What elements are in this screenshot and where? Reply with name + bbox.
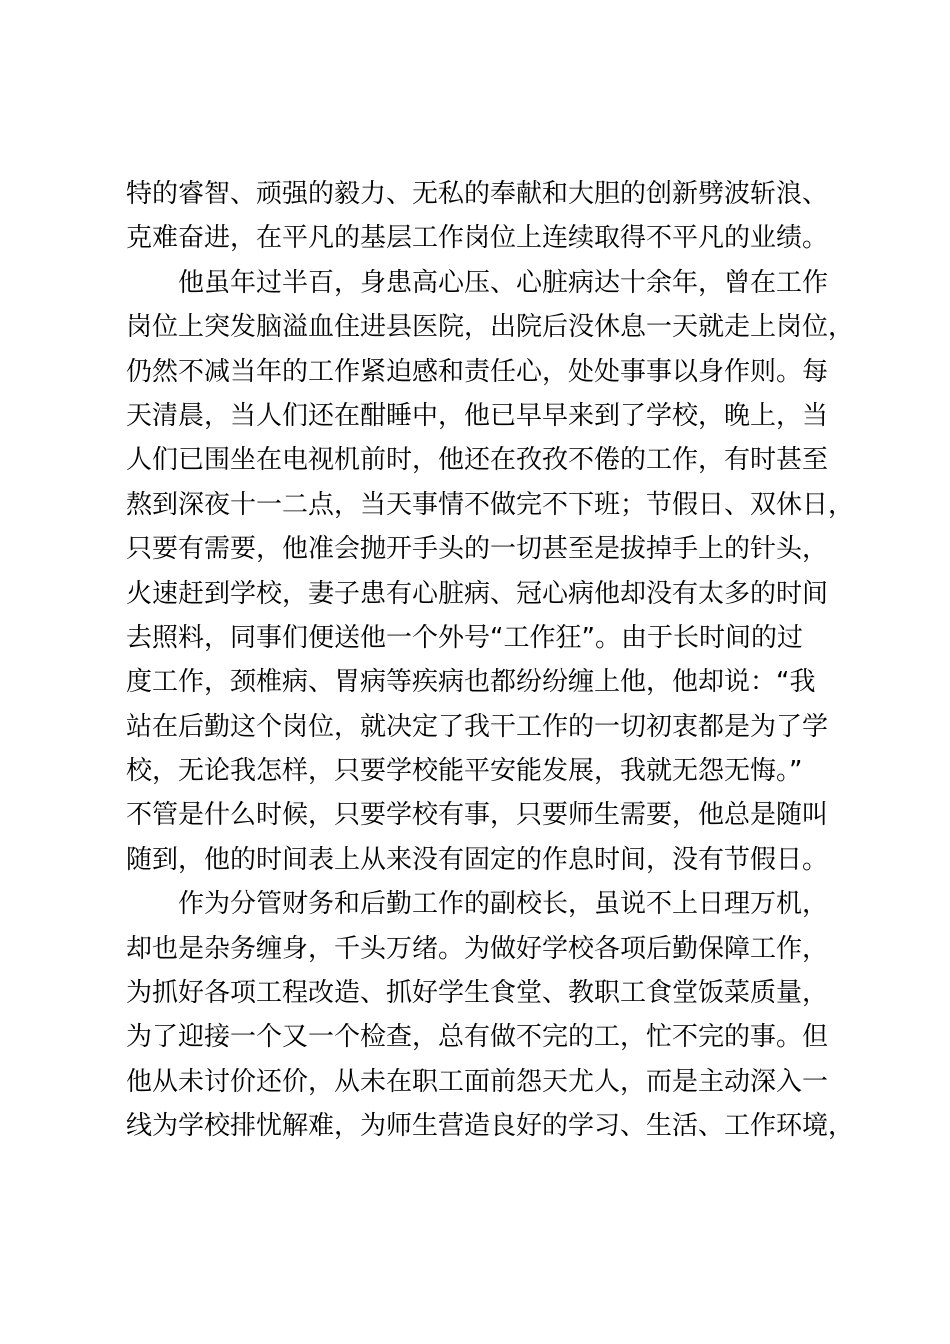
text-line: 人们已围坐在电视机前时，他还在孜孜不倦的工作，有时甚至 — [126, 445, 829, 476]
text-line: 天清晨，当人们还在酣睡中，他已早早来到了学校，晚上，当 — [126, 400, 829, 431]
text-line: 度工作，颈椎病、胃病等疾病也都纷纷缠上他，他却说：“我 — [126, 667, 816, 698]
text-line: 仍然不减当年的工作紧迫感和责任心，处处事事以身作则。每 — [126, 356, 829, 387]
text-line: 去照料，同事们便送他一个外号“工作狂”。由于长时间的过 — [126, 622, 803, 653]
text-line: 特的睿智、顽强的毅力、无私的奉献和大胆的创新劈波斩浪、 — [126, 179, 829, 209]
text-line: 熬到深夜十一二点，当天事情不做完不下班；节假日、双休日， — [126, 489, 855, 520]
text-line: 为抓好各项工程改造、抓好学生食堂、教职工食堂饭菜质量， — [126, 978, 829, 1009]
text-line: 他从未讨价还价，从未在职工面前怨天尤人，而是主动深入一 — [126, 1066, 829, 1097]
text-line: 随到，他的时间表上从来没有固定的作息时间，没有节假日。 — [126, 844, 829, 875]
body-text — [126, 172, 856, 1149]
paragraph-start-line: 作为分管财务和后勤工作的副校长，虽说不上日理万机， — [178, 889, 829, 920]
text-line: 线为学校排忧解难，为师生营造良好的学习、生活、工作环境， — [126, 1111, 855, 1142]
text-line: 只要有需要，他准会抛开手头的一切甚至是拔掉手上的针头， — [126, 534, 829, 565]
text-line: 为了迎接一个又一个检查，总有做不完的工，忙不完的事。但 — [126, 1022, 829, 1053]
text-line: 站在后勤这个岗位，就决定了我干工作的一切初衷都是为了学 — [126, 711, 829, 742]
text-line: 岗位上突发脑溢血住进县医院，出院后没休息一天就走上岗位， — [126, 312, 855, 343]
text-line: 校，无论我怎样，只要学校能平安能发展，我就无怨无悔。” — [126, 756, 803, 787]
text-line: 火速赶到学校，妻子患有心脏病、冠心病他却没有太多的时间 — [126, 578, 829, 609]
text-line: 不管是什么时候，只要学校有事，只要师生需要，他总是随叫 — [126, 800, 829, 831]
text-line: 克难奋进，在平凡的基层工作岗位上连续取得不平凡的业绩。 — [126, 223, 829, 254]
text-line: 却也是杂务缠身，千头万绪。为做好学校各项后勤保障工作， — [126, 933, 829, 964]
paragraph-start-line: 他虽年过半百，身患高心压、心脏病达十余年，曾在工作 — [178, 267, 829, 298]
